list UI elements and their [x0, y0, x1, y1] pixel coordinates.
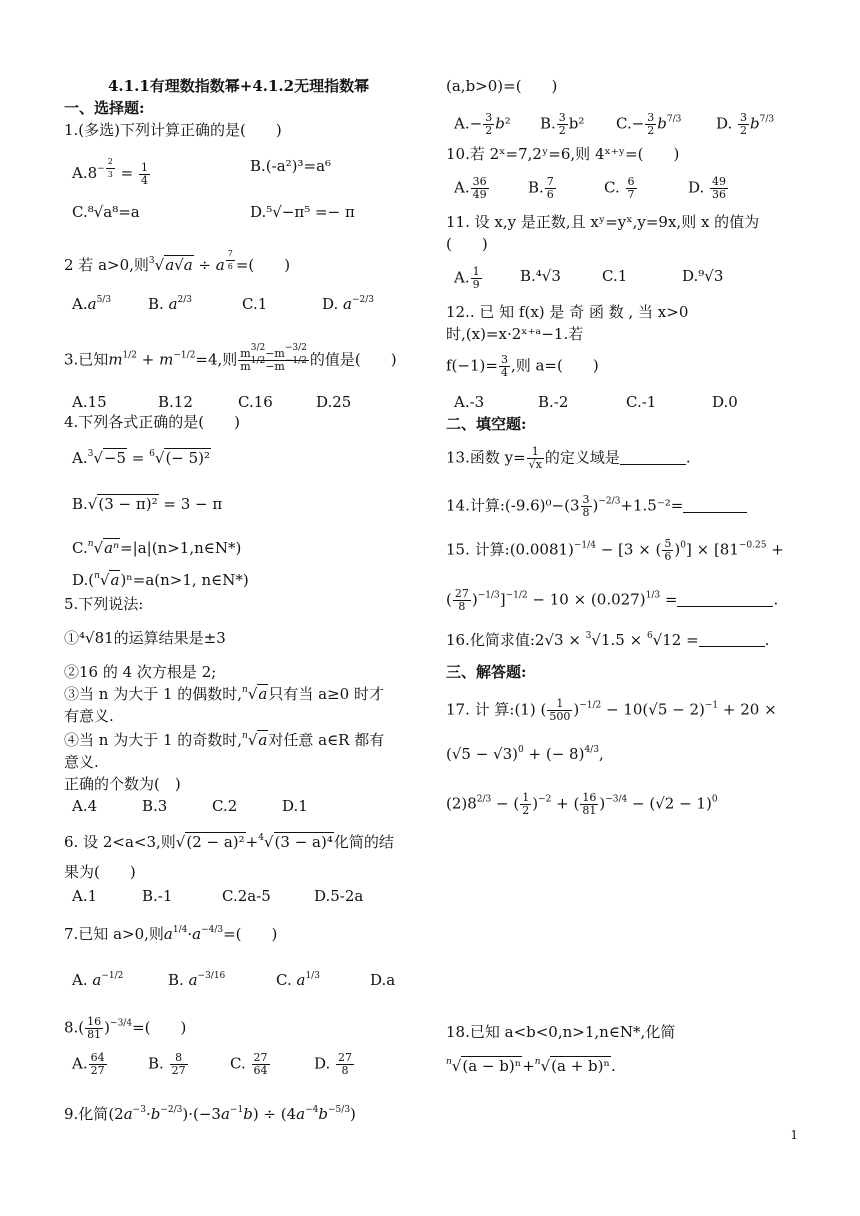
q4-option-c: C.$^n$√aⁿ=|a|(n>1,n∈N*) — [72, 539, 242, 557]
q6-option-a: A.1 — [72, 887, 98, 905]
q10-option-b: B. $\frac{7}{6}$ — [528, 175, 554, 201]
q8-stem: 8.( $\frac{16}{81}$ )$^{-3/4}$=( ) — [64, 1015, 187, 1041]
q12-stem: 12.. 已 知 f(x) 是 奇 函 数 , 当 x>0 — [446, 303, 689, 321]
q12-option-c: C.-1 — [626, 393, 657, 411]
q4-option-a: A.$^3$√−5 = $^6$√(− 5)² — [72, 449, 211, 467]
q17-part1-cont: $(√5 - √3)^0$ + (− 8)$^{4/3}$, — [446, 745, 604, 763]
q9-option-c: C.− $\frac{3}{2}$ $b^{7/3}$ — [616, 111, 682, 137]
q5-option-a: A.4 — [72, 797, 98, 815]
q2-option-d: D. $a^{-2/3}$ — [322, 295, 375, 313]
q1-stem: 1.(多选)下列计算正确的是( ) — [64, 121, 282, 139]
q5-option-b: B.3 — [142, 797, 168, 815]
q7-option-c: C. $a^{1/3}$ — [276, 971, 320, 989]
q9-stem-cont: (a,b>0)=( ) — [446, 77, 558, 95]
q9-option-d: D. $\frac{3}{2}$ $b^{7/3}$ — [716, 111, 775, 137]
q5-statement-2: ②16 的 4 次方根是 2; — [64, 663, 217, 681]
section-solve: 三、解答题: — [446, 663, 527, 681]
q7-stem: 7.已知 a>0,则$a^{1/4}\cdot a^{-4/3}=$( ) — [64, 925, 278, 943]
q1-option-a: $A.8^{- \frac{2}{3}}$ = $\frac{1}{4}$ — [72, 157, 148, 187]
q17-part1: 17. 计 算:(1) ( $\frac{1}{500}$ )$^{-1/2} - 10(√5 - 2)^{-1} + 20$ × — [446, 697, 777, 723]
q5-ask: 正确的个数为( ) — [64, 775, 181, 793]
q12-stem-cont: 时,(x)=x·2ˣ⁺ᵃ−1.若 — [446, 325, 584, 343]
q3-option-b: B.12 — [158, 393, 193, 411]
q13-stem: 13.函数 y= $\frac{1}{√x}$ 的定义域是 . — [446, 445, 691, 471]
q6-stem: 6. 设 2<a<3,则√(2 − a)²+$^4$√(3 − a)⁴化简的结 — [64, 833, 394, 851]
q10-option-d: D. $\frac{49}{36}$ — [688, 175, 727, 201]
q7-option-a: A. $a^{-1/2}$ — [72, 971, 124, 989]
q3-stem: 3.已知$m^{1/2} + m^{-1/2}=4$,则 $\frac{m^{3/2}-m^{-3/2}}{m^{1/2}-m^{-1/2}}$ 的值是( ) — [64, 343, 397, 373]
q18-expression: $^n$√(a − b)ⁿ+$^n$√(a + b)ⁿ. — [446, 1057, 616, 1075]
q10-stem: 10.若 2ˣ=7,2ʸ=6,则 4ˣ⁺ʸ=( ) — [446, 145, 680, 163]
q5-statement-1: ①⁴√81的运算结果是±3 — [64, 629, 226, 647]
q12-option-b: B.-2 — [538, 393, 569, 411]
q11-option-c: C.1 — [602, 267, 628, 285]
q4-option-d: D.($^n$√a)ⁿ=a(n>1, n∈N*) — [72, 571, 249, 589]
q5-option-d: D.1 — [282, 797, 308, 815]
q2-stem: 2 若 a>0,则$^3$√a√a ÷ a $^{\frac{7}{6}}$ =( ) — [64, 249, 291, 274]
q11-stem-cont: ( ) — [446, 235, 488, 253]
q9-stem: 9.化简$(2a^{-3}\cdot b^{-2/3})\cdot(-3a^{-1}b) \div (4a^{-4}b^{-5/3})$ — [64, 1105, 356, 1123]
q5-statement-4-cont: 意义. — [64, 753, 99, 771]
q9-option-b: B. $\frac{3}{2}$ b² — [540, 111, 585, 137]
q6-option-c: C.2a-5 — [222, 887, 271, 905]
q6-option-d: D.5-2a — [314, 887, 364, 905]
q5-option-c: C.2 — [212, 797, 238, 815]
q1-option-b: B.(-a²)³=a⁶ — [250, 157, 332, 175]
q3-option-d: D.25 — [316, 393, 352, 411]
q5-statement-4: ④当 n 为大于 1 的奇数时,$^n$√a对任意 a∈R 都有 — [64, 731, 385, 749]
q4-option-b: B.√(3 − π)² = 3 − π — [72, 495, 223, 513]
q14-stem: 14.计算:(-9.6)⁰−(3 $\frac{3}{8}$ )$^{-2/3}$+1.5⁻²= — [446, 494, 747, 519]
q6-option-b: B.-1 — [142, 887, 173, 905]
q12-option-d: D.0 — [712, 393, 738, 411]
q6-stem-cont: 果为( ) — [64, 863, 136, 881]
page-title: 4.1.1有理数指数幂+4.1.2无理指数幂 — [108, 77, 370, 95]
q11-option-d: D.⁹√3 — [682, 267, 724, 285]
q10-option-c: C. $\frac{6}{7}$ — [604, 175, 635, 201]
q15-line-1: 15. 计算$:(0.0081)^{-1/4} - [3$ × ( $\frac{5}{6}$ )$^0] \times [81^{-0.25}$ + — [446, 537, 784, 563]
q1-option-d: D.⁵√−π⁵ =− π — [250, 203, 355, 221]
q17-part2: $(2)8^{2/3}$ − ( $\frac{1}{2}$ )$^{-2}$ + ( $\frac{16}{81}$ )$^{-3/4} - (√2 - 1)^0$ — [446, 791, 718, 817]
q3-option-c: C.16 — [238, 393, 273, 411]
q5-stem: 5.下列说法: — [64, 595, 144, 613]
q2-option-a: $A.a^{5/3}$ — [72, 295, 112, 313]
q11-stem: 11. 设 x,y 是正数,且 xʸ=yˣ,y=9x,则 x 的值为 — [446, 213, 760, 231]
q9-option-a: A.− $\frac{3}{2}$ b² — [454, 111, 511, 137]
q7-option-b: B. $a^{-3/16}$ — [168, 971, 226, 989]
page-number: 1 — [790, 1128, 798, 1142]
section-choice: 一、选择题: — [64, 99, 145, 117]
q3-option-a: A.15 — [72, 393, 107, 411]
q8-option-a: A. $\frac{64}{27}$ — [72, 1051, 105, 1077]
q12-option-a: A.-3 — [454, 393, 485, 411]
q2-option-b: B. $a^{2/3}$ — [148, 295, 193, 313]
q10-option-a: A. $\frac{36}{49}$ — [454, 175, 487, 201]
q8-option-b: B. $\frac{8}{27}$ — [148, 1051, 186, 1077]
q15-line-2: ( $\frac{27}{8}$ )$^{-1/3}]^{-1/2} - 10 \times (0.027)^{1/3}$ = . — [446, 587, 779, 613]
q11-option-a: A. $\frac{1}{9}$ — [454, 265, 480, 291]
q1-option-c: C.⁸√a⁸=a — [72, 203, 140, 221]
q5-statement-3-cont: 有意义. — [64, 707, 114, 725]
section-fill: 二、填空题: — [446, 415, 527, 433]
q5-statement-3: ③当 n 为大于 1 的偶数时,$^n$√a只有当 a≥0 时才 — [64, 685, 384, 703]
q8-option-d: D. $\frac{27}{8}$ — [314, 1051, 353, 1077]
q8-option-c: C. $\frac{27}{64}$ — [230, 1051, 268, 1077]
q4-stem: 4.下列各式正确的是( ) — [64, 413, 241, 431]
q11-option-b: B.⁴√3 — [520, 267, 561, 285]
q18-stem: 18.已知 a<b<0,n>1,n∈N*,化简 — [446, 1023, 676, 1041]
q16-stem: 16.化简求值:2√3 × $^3$√1.5 × $^6$√12 = . — [446, 631, 770, 649]
q12-condition: f(−1)= $\frac{3}{4}$ ,则 a=( ) — [446, 353, 599, 379]
q2-option-c: C.1 — [242, 295, 268, 313]
q7-option-d: D.a — [370, 971, 396, 989]
